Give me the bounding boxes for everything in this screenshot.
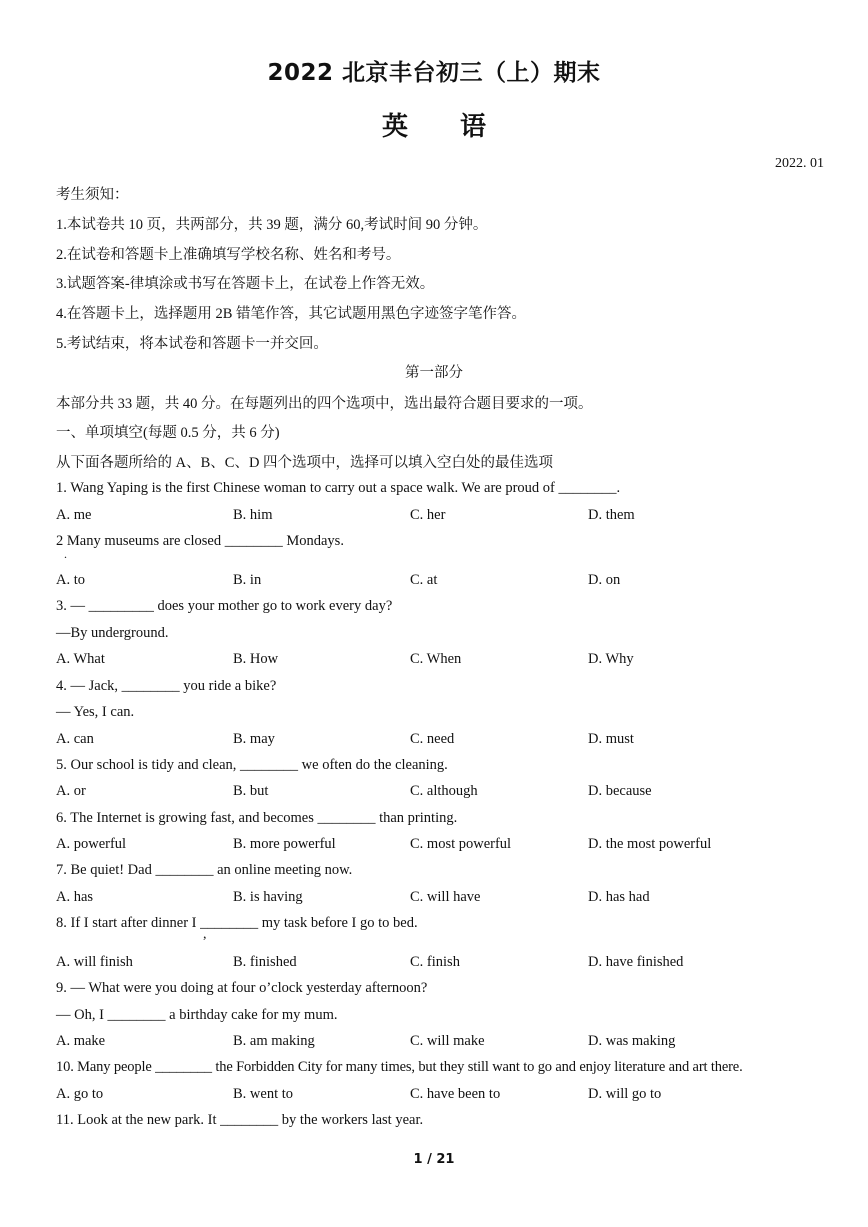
option-c: C. her — [410, 507, 446, 523]
question-text: 5. Our school is tidy and clean, ________ we often do the cleaning. — [56, 757, 448, 773]
option-a: A. can — [56, 731, 94, 747]
option-a: A. or — [56, 783, 86, 799]
option-d: D. because — [588, 783, 652, 799]
option-c: C. have been to — [410, 1086, 501, 1102]
option-b: B. in — [233, 572, 262, 588]
option-b: B. more powerful — [233, 836, 336, 852]
option-d: D. them — [588, 507, 635, 523]
option-a: A. to — [56, 572, 85, 588]
option-b: B. may — [233, 731, 275, 747]
question-answer-line: — Yes, I can. — [56, 704, 135, 720]
option-b: B. is having — [233, 889, 303, 905]
option-c: C. When — [410, 651, 462, 667]
question-answer-line: — Oh, I ________ a birthday cake for my mum. — [56, 1007, 338, 1023]
notice-item: 4.在答题卡上，选择题用 2B 错笔作答，其它试题用黑色字迹签字笔作答。 — [56, 306, 527, 322]
option-c: C. finish — [410, 954, 460, 970]
option-d: D. have finished — [588, 954, 684, 970]
option-d: D. was making — [588, 1033, 676, 1049]
question-text: 2 Many museums are closed ________ Mondays. — [56, 533, 344, 549]
option-c: C. most powerful — [410, 836, 512, 852]
option-b: B. am making — [233, 1033, 315, 1049]
question-text: 10. Many people ________ the Forbidden City for many times, but they still want to go and enjoy literature and art there. — [56, 1059, 743, 1075]
option-a: A. What — [56, 651, 105, 667]
option-b: B. went to — [233, 1086, 294, 1102]
option-d: D. on — [588, 572, 621, 588]
option-c: C. need — [410, 731, 455, 747]
notice-item: 1.本试卷共 10 页，共两部分，共 39 题，满分 60,考试时间 90 分钟。 — [56, 217, 488, 233]
exam-date: 2022. 01 — [775, 156, 824, 171]
question-answer-line: —By underground. — [56, 625, 169, 641]
option-a: A. has — [56, 889, 94, 905]
option-c: C. although — [410, 783, 478, 799]
exam-title: 2022 北京丰台初三（上）期末 — [267, 60, 601, 86]
question-text: 6. The Internet is growing fast, and becomes ________ than printing. — [56, 810, 458, 826]
option-a: A. make — [56, 1033, 106, 1049]
option-a: A. me — [56, 507, 92, 523]
option-c: C. will make — [410, 1033, 485, 1049]
option-b: B. him — [233, 507, 273, 523]
page-number: 1 / 21 — [413, 1152, 455, 1167]
option-c: C. will have — [410, 889, 481, 905]
option-d: D. has had — [588, 889, 650, 905]
option-b: B. How — [233, 651, 279, 667]
subject-title: 英语 — [381, 112, 538, 142]
option-a: A. powerful — [56, 836, 127, 852]
question-text: 11. Look at the new park. It ________ by the workers last year. — [56, 1112, 424, 1128]
option-c: C. at — [410, 572, 438, 588]
stray-mark: . — [64, 547, 67, 561]
question-text: 7. Be quiet! Dad ________ an online meeting now. — [56, 862, 353, 878]
question-text: 3. — _________ does your mother go to work every day? — [56, 598, 393, 614]
question-text: 4. — Jack, ________ you ride a bike? — [56, 678, 277, 694]
notice-item: 2.在试卷和答题卡上准确填写学校名称、姓名和考号。 — [56, 247, 401, 263]
section-title: 一、单项填空(每题 0.5 分，共 6 分) — [56, 425, 280, 441]
option-d: D. must — [588, 731, 634, 747]
section-instruction: 从下面各题所给的 A、B、C、D 四个选项中，选择可以填入空白处的最佳选项 — [56, 455, 554, 471]
option-d: D. Why — [588, 651, 634, 667]
option-a: A. will finish — [56, 954, 133, 970]
notice-heading: 考生须知： — [56, 187, 129, 203]
question-text: 9. — What were you doing at four o’clock yesterday afternoon? — [56, 980, 428, 996]
stray-mark: , — [203, 927, 207, 942]
part-intro: 本部分共 33 题，共 40 分。在每题列出的四个选项中，选出最符合题目要求的一项。 — [56, 396, 593, 412]
notice-item: 3.试题答案-律填涂或书写在答题卡上，在试卷上作答无效。 — [56, 276, 435, 292]
option-d: D. will go to — [588, 1086, 662, 1102]
question-text: 1. Wang Yaping is the first Chinese woman to carry out a space walk. We are proud of ________. — [56, 480, 621, 496]
option-d: D. the most powerful — [588, 836, 712, 852]
question-text: 8. If I start after dinner I ________ my task before I go to bed. — [56, 915, 418, 931]
option-b: B. finished — [233, 954, 297, 970]
option-a: A. go to — [56, 1086, 104, 1102]
notice-item: 5.考试结束，将本试卷和答题卡一并交回。 — [56, 336, 328, 352]
part-heading: 第一部分 — [405, 365, 463, 381]
option-b: B. but — [233, 783, 269, 799]
